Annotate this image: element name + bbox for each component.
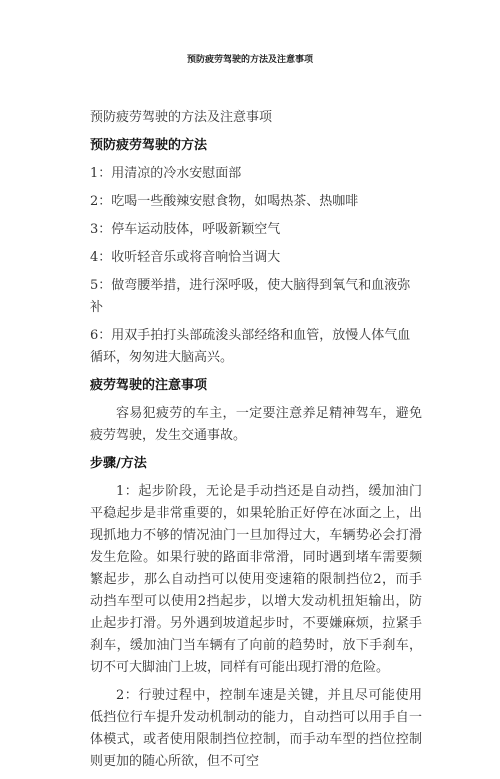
method-item: 2：吃喝一些酸辣安慰食物，如喝热茶、热咖啡 xyxy=(90,194,359,209)
method-item: 6：用双手拍打头部疏浚头部经络和血管，放慢人体气血循环，匆匆进大脑高兴。 xyxy=(90,328,411,365)
document-body xyxy=(90,107,422,779)
method-item: 4：收听轻音乐或将音响恰当调大 xyxy=(90,250,281,265)
section-heading-methods: 预防疲劳驾驶的方法 xyxy=(90,138,208,153)
step-paragraph: 1：起步阶段，无论是手动挡还是自动挡，缓加油门平稳起步是非常重要的，如果轮胎正好停在冰面之上，出现抓地力不够的情况油门一旦加得过大，车辆势必会打滑发生危险。如果行驶的路面非常滑，同时遇到堵车需要频繁起步，那么自动挡可以使用变速箱的限制挡位2，而手动挡车型可以使用2挡起步，以增大发动机扭矩输出，防止起步打滑。另外遇到坡道起步时，不要嫌麻烦，拉紧手刹车，缓加油门当车辆有了向前的趋势时，放下手刹车，切不可大脚油门上坡，同样有可能出现打滑的危险。 xyxy=(90,484,422,675)
method-item: 5：做弯腰举措，进行深呼吸，使大脑得到氧气和血液弥补 xyxy=(90,278,411,315)
precautions-paragraph: 容易犯疲劳的车主，一定要注意养足精神驾车，避免疲劳驾驶，发生交通事故。 xyxy=(90,406,422,443)
method-item: 1：用清凉的冷水安慰面部 xyxy=(90,166,242,181)
document-title: 预防疲劳驾驶的方法及注意事项 xyxy=(90,110,273,125)
section-heading-steps: 步骤/方法 xyxy=(90,456,147,471)
step-paragraph: 2：行驶过程中，控制车速是关键，并且尽可能使用低挡位行车提升发动机制动的能力，自动挡可以用手自一体模式，或者使用限制挡位控制，而手动车型的挡位控制则更加的随心所欲，但不可空 xyxy=(90,688,422,769)
running-header: 预防疲劳驾驶的方法及注意事项 xyxy=(186,55,313,65)
section-heading-precautions: 疲劳驾驶的注意事项 xyxy=(90,378,208,393)
method-item: 3：停车运动肢体，呼吸新颖空气 xyxy=(90,222,281,237)
